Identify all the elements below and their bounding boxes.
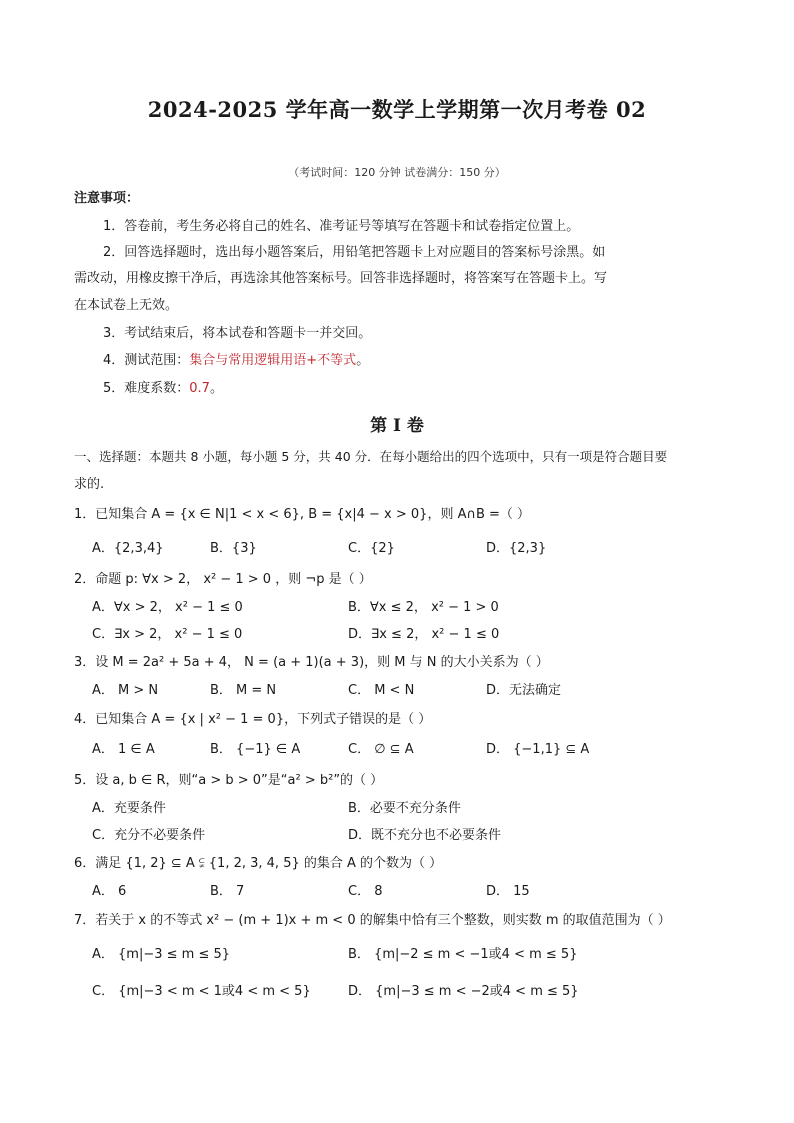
- question-7-stem: 7．若关于 x 的不等式 x² − (m + 1)x + m < 0 的解集中恰有三个整数，则实数 m 的取值范围为（ ）: [74, 913, 671, 928]
- notice-item-2: [103, 244, 605, 262]
- notice-item-4: [103, 352, 369, 370]
- difficulty-label: 5．难度系数：: [103, 381, 190, 396]
- question-6-option-c[interactable]: C． 8: [348, 884, 383, 899]
- question-4-option-b[interactable]: B． {−1} ∈ A: [210, 742, 301, 757]
- question-6-option-b[interactable]: B． 7: [210, 884, 245, 899]
- question-6-stem: 6．满足 {1, 2} ⊆ A ⫋ {1, 2, 3, 4, 5} 的集合 A 的个数为（ ）: [74, 856, 443, 871]
- question-2-stem: 2．命题 p: ∀x > 2， x² − 1 > 0 ，则 ¬p 是（ ）: [74, 572, 372, 587]
- question-5-option-a[interactable]: A．充要条件: [92, 801, 166, 816]
- question-5-option-b[interactable]: B．必要不充分条件: [348, 801, 461, 816]
- question-3-option-d[interactable]: D．无法确定: [486, 683, 562, 698]
- question-2-option-a[interactable]: A．∀x > 2， x² − 1 ≤ 0: [92, 600, 243, 615]
- question-4-option-d[interactable]: D． {−1,1} ⊆ A: [486, 742, 590, 757]
- scope-label: 4．测试范围：: [103, 353, 190, 368]
- notice-item-prefix: 2．: [103, 245, 125, 260]
- part1-instructions-line2: 求的.: [74, 477, 105, 492]
- question-3-option-c[interactable]: C． M < N: [348, 683, 415, 698]
- question-3-option-a[interactable]: A． M > N: [92, 683, 159, 698]
- question-7-option-c[interactable]: C． {m|−3 < m < 1或4 < m < 5}: [92, 984, 311, 999]
- question-6-option-a[interactable]: A． 6: [92, 884, 127, 899]
- scope-value: 集合与常用逻辑用语+不等式: [189, 353, 357, 368]
- notice-heading: 注意事项：: [74, 191, 140, 206]
- notice-item-2-cont2: 在本试卷上无效。: [74, 298, 179, 313]
- question-4-option-a[interactable]: A． 1 ∈ A: [92, 742, 155, 757]
- notice-item-2-cont: 需改动，用橡皮擦干净后，再选涂其他答案标号。回答非选择题时，将答案写在答题卡上。写: [74, 271, 608, 286]
- question-1-option-b[interactable]: B．{3}: [210, 541, 257, 556]
- question-4-option-c[interactable]: C． ∅ ⊆ A: [348, 742, 414, 757]
- question-1-option-c[interactable]: C．{2}: [348, 541, 395, 556]
- exam-info: （考试时间：120 分钟 试卷满分：150 分）: [288, 166, 506, 179]
- section-title: 第 I 卷: [370, 416, 424, 436]
- notice-item-text: 考试结束后，将本试卷和答题卡一并交回。: [124, 326, 372, 341]
- question-7-option-a[interactable]: A． {m|−3 ≤ m ≤ 5}: [92, 947, 231, 962]
- question-1-option-a[interactable]: A．{2,3,4}: [92, 541, 164, 556]
- question-7-option-d[interactable]: D． {m|−3 ≤ m < −2或4 < m ≤ 5}: [348, 984, 579, 999]
- question-4-stem: 4．已知集合 A = {x | x² − 1 = 0}，下列式子错误的是（ ）: [74, 712, 432, 727]
- question-2-option-b[interactable]: B．∀x ≤ 2， x² − 1 > 0: [348, 600, 499, 615]
- notice-item-5: [103, 380, 223, 398]
- difficulty-value: 0.7: [189, 381, 210, 396]
- question-3-option-b[interactable]: B． M = N: [210, 683, 277, 698]
- question-3-stem: 3．设 M = 2a² + 5a + 4， N = (a + 1)(a + 3)，则 M 与 N 的大小关系为（ ）: [74, 655, 549, 670]
- question-2-option-c[interactable]: C．∃x > 2， x² − 1 ≤ 0: [92, 627, 243, 642]
- question-2-option-d[interactable]: D．∃x ≤ 2， x² − 1 ≤ 0: [348, 627, 500, 642]
- notice-item-prefix: 1．: [103, 219, 125, 234]
- question-5-option-c[interactable]: C．充分不必要条件: [92, 828, 206, 843]
- scope-end: 。: [356, 353, 370, 368]
- question-7-option-b[interactable]: B． {m|−2 ≤ m < −1或4 < m ≤ 5}: [348, 947, 578, 962]
- notice-item-text: 回答选择题时，选出每小题答案后，用铅笔把答题卡上对应题目的答案标号涂黑。如: [124, 245, 606, 260]
- question-5-stem: 5．设 a, b ∈ R，则“a > b > 0”是“a² > b²”的（ ）: [74, 773, 384, 788]
- notice-item-3: [103, 325, 371, 343]
- page-title: 2024-2025 学年高一数学上学期第一次月考卷 02: [147, 97, 647, 122]
- notice-item-prefix: 3．: [103, 326, 125, 341]
- question-6-option-d[interactable]: D． 15: [486, 884, 530, 899]
- difficulty-end: 。: [209, 381, 223, 396]
- question-1-stem: 1．已知集合 A = {x ∈ N|1 < x < 6}, B = {x|4 − x > 0}，则 A∩B =（ ）: [74, 507, 531, 522]
- part1-instructions-line1: 一、选择题：本题共 8 小题，每小题 5 分，共 40 分．在每小题给出的四个选项中，只有一项是符合题目要: [74, 449, 668, 464]
- question-1-option-d[interactable]: D．{2,3}: [486, 541, 547, 556]
- question-5-option-d[interactable]: D．既不充分也不必要条件: [348, 828, 502, 843]
- notice-item-1: [103, 218, 579, 236]
- notice-item-text: 答卷前，考生务必将自己的姓名、准考证号等填写在答题卡和试卷指定位置上。: [124, 219, 580, 234]
